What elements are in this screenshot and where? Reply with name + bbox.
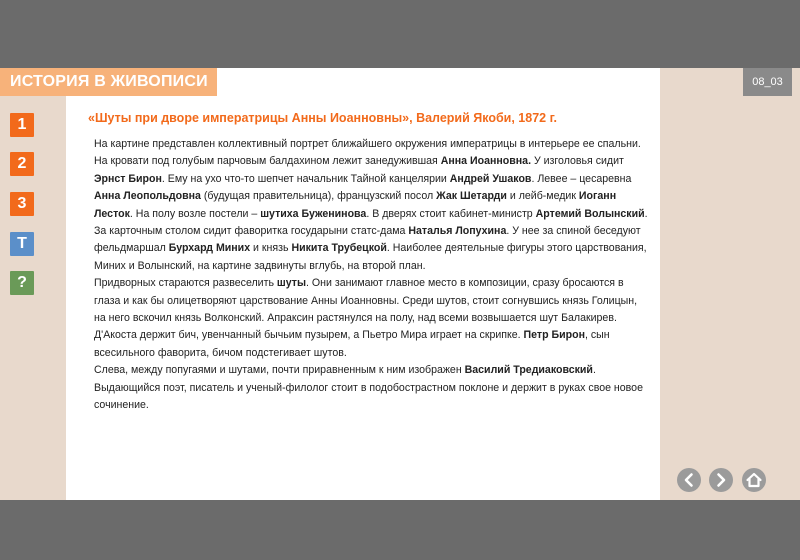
nav-button-text[interactable]: T xyxy=(10,232,34,256)
word-shuty: шуты xyxy=(276,277,306,290)
home-button[interactable] xyxy=(742,468,766,492)
name-buzheninova: шутиха Буженинова xyxy=(260,207,367,220)
page-code-badge: 08_03 xyxy=(743,68,792,96)
name-lestok: Иоганн Лесток xyxy=(94,190,617,220)
bottom-band xyxy=(0,500,800,560)
chevron-right-icon xyxy=(709,468,733,492)
name-trubetskoy: Никита Трубецкой xyxy=(291,242,387,255)
name-trediakovsky: Василий Тредиаковский xyxy=(464,364,593,377)
nav-button-2[interactable]: 2 xyxy=(10,152,34,176)
name-shetardi: Жак Шетарди xyxy=(436,190,507,203)
name-minikh: Бурхард Миних xyxy=(168,242,251,255)
paragraph-2: Придворных стараются развеселить шуты. Они занимают главное место в композиции, сразу бросаются в глаза и как бы олицетворяют царствование Анны Иоанновны. Среди шутов, стоит согнувшись князь Голицын, на него вскочил князь Волконский. Апраксин растянулся на полу, над всеми возвышается шут Балакирев. Д'Акоста держит бич, увенчанный бычьим пузырем, а Пьетро Мира играет на скрипке. Петр Бирон, сын всесильного фаворита, бичом подстегивает шутов. xyxy=(94,277,638,359)
name-petr-biron: Петр Бирон xyxy=(523,329,585,342)
name-anna-leopoldovna: Анна Леопольдовна xyxy=(94,190,201,203)
name-lopukhina: Наталья Лопухина xyxy=(408,225,507,238)
name-volynsky: Артемий Волынский xyxy=(535,207,645,220)
top-band xyxy=(0,0,800,68)
name-ushakov: Андрей Ушаков xyxy=(449,172,532,185)
article-title: «Шуты при дворе императрицы Анны Иоанновны», Валерий Якоби, 1872 г. xyxy=(88,111,558,125)
name-biron: Эрнст Бирон xyxy=(94,172,162,185)
section-title: ИСТОРИЯ В ЖИВОПИСИ xyxy=(0,68,217,96)
nav-button-quiz[interactable]: ? xyxy=(10,271,34,295)
prev-button[interactable] xyxy=(677,468,701,492)
nav-button-3[interactable]: 3 xyxy=(10,192,34,216)
paragraph-3: Слева, между попугаями и шутами, почти приравненным к ним изображен Василий Тредиаковский. Выдающийся поэт, писатель и ученый-филолог стоит в подобострастном поклоне и держит в руках свое новое сочинение. xyxy=(94,364,643,412)
nav-button-1[interactable]: 1 xyxy=(10,113,34,137)
home-icon xyxy=(742,468,766,492)
name-anna-ioannovna: Анна Иоанновна. xyxy=(440,155,532,168)
article-body xyxy=(94,136,650,415)
next-button[interactable] xyxy=(709,468,733,492)
chevron-left-icon xyxy=(677,468,701,492)
paragraph-1: На картине представлен коллективный портрет ближайшего окружения императрицы в интерьере ее спальни. На кровати под голубым парчовым балдахином лежит занедужившая Анна Иоанновна. У изголовья сидит Эрнст Бирон. Ему на ухо что-то шепчет начальник Тайной канцелярии Андрей Ушаков. Левее – цесаревна Анна Леопольдовна (будущая правительница), французский посол Жак Шетарди и лейб-медик Иоганн Лесток. На полу возле постели – шутиха Буженинова. В дверях стоит кабинет-министр Артемий Волынский. За карточным столом сидит фаворитка государыни статс-дама Наталья Лопухина. У нее за спиной беседуют фельдмаршал Бурхард Миних и князь Никита Трубецкой. Наиболее деятельные фигуры этого царствования, Миних и Волынский, на картине задвинуты вглубь, на второй план. xyxy=(94,138,648,272)
